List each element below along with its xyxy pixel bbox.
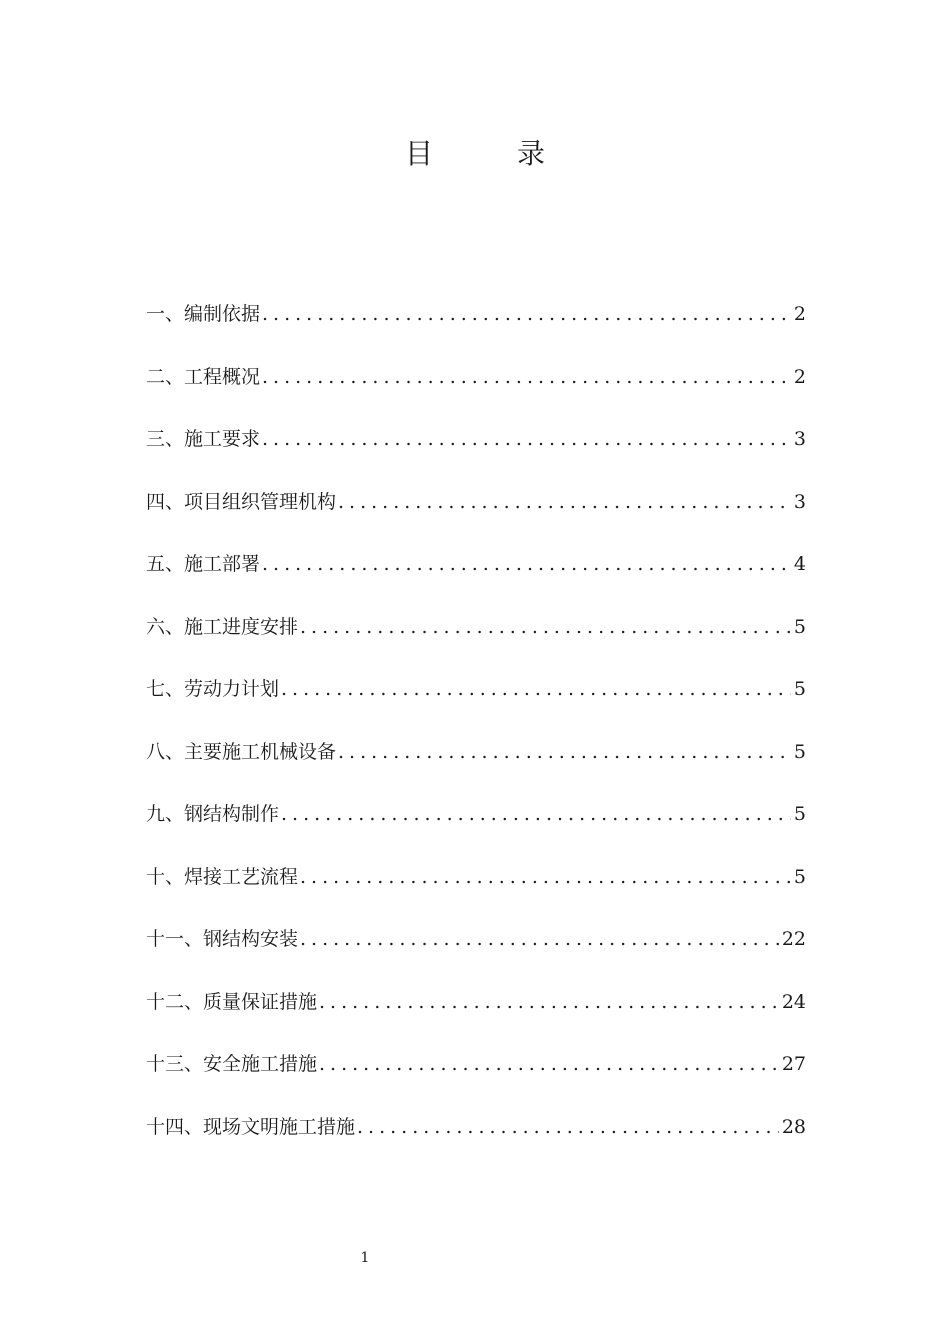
toc-entry-label: 九、钢结构制作 [146,803,280,825]
toc-entry-page: 5 [793,678,806,700]
toc-entry[interactable] [146,546,806,609]
toc-entry-page: 28 [781,1115,806,1138]
toc-entry-label: 十二、质量保证措施 [146,990,318,1013]
toc-dot-leader [300,609,791,645]
toc-entry[interactable] [146,1109,806,1172]
toc-dot-leader [319,1046,779,1082]
toc-entry[interactable] [146,734,806,797]
toc-entry-label: 二、工程概况 [146,365,261,388]
toc-dot-leader [338,484,791,520]
toc-entry-label: 十四、现场文明施工措施 [146,1115,356,1138]
toc-entry[interactable] [146,984,806,1047]
toc-entry-label: 八、主要施工机械设备 [146,740,337,763]
toc-entry-page: 27 [781,1053,806,1075]
toc-entry[interactable] [146,921,806,984]
toc-entry-label: 十、焊接工艺流程 [146,865,299,888]
toc-entry-label: 十三、安全施工措施 [146,1053,318,1075]
toc-entry[interactable] [146,609,806,672]
toc-entry-page: 3 [793,428,806,450]
toc-entry-page: 2 [793,365,806,388]
toc-entry[interactable] [146,484,806,547]
toc-entry-label: 五、施工部署 [146,553,261,575]
toc-entry-page: 22 [781,928,806,950]
toc-entry[interactable] [146,796,806,859]
toc-dot-leader [262,546,791,582]
toc-entry-label: 七、劳动力计划 [146,678,280,700]
toc-dot-leader [281,671,791,707]
page-number: 1 [360,1250,370,1266]
toc-entry-page: 5 [793,740,806,763]
toc-dot-leader [262,296,791,332]
toc-entry-page: 2 [793,303,806,325]
toc-entry-page: 3 [793,490,806,513]
toc-dot-leader [357,1109,779,1145]
toc-entry[interactable] [146,296,806,359]
toc-entry-page: 5 [793,803,806,825]
toc-entry-label: 三、施工要求 [146,428,261,450]
toc-entry[interactable] [146,359,806,422]
toc-dot-leader [338,734,791,770]
toc-entry-label: 十一、钢结构安装 [146,928,299,950]
toc-entry-label: 六、施工进度安排 [146,615,299,638]
toc-entry-page: 24 [781,990,806,1013]
page-title: 目 录 [404,137,545,170]
toc-entry[interactable] [146,1046,806,1109]
toc-dot-leader [319,984,779,1020]
toc-entry-page: 4 [793,553,806,575]
toc-dot-leader [300,921,779,957]
table-of-contents [146,296,806,1171]
toc-entry-page: 5 [793,865,806,888]
toc-entry[interactable] [146,671,806,734]
toc-entry-label: 一、编制依据 [146,303,261,325]
toc-dot-leader [281,796,791,832]
toc-dot-leader [262,359,791,395]
toc-entry[interactable] [146,859,806,922]
toc-entry-page: 5 [793,615,806,638]
toc-dot-leader [300,859,791,895]
toc-dot-leader [262,421,791,457]
toc-entry[interactable] [146,421,806,484]
toc-entry-label: 四、项目组织管理机构 [146,490,337,513]
